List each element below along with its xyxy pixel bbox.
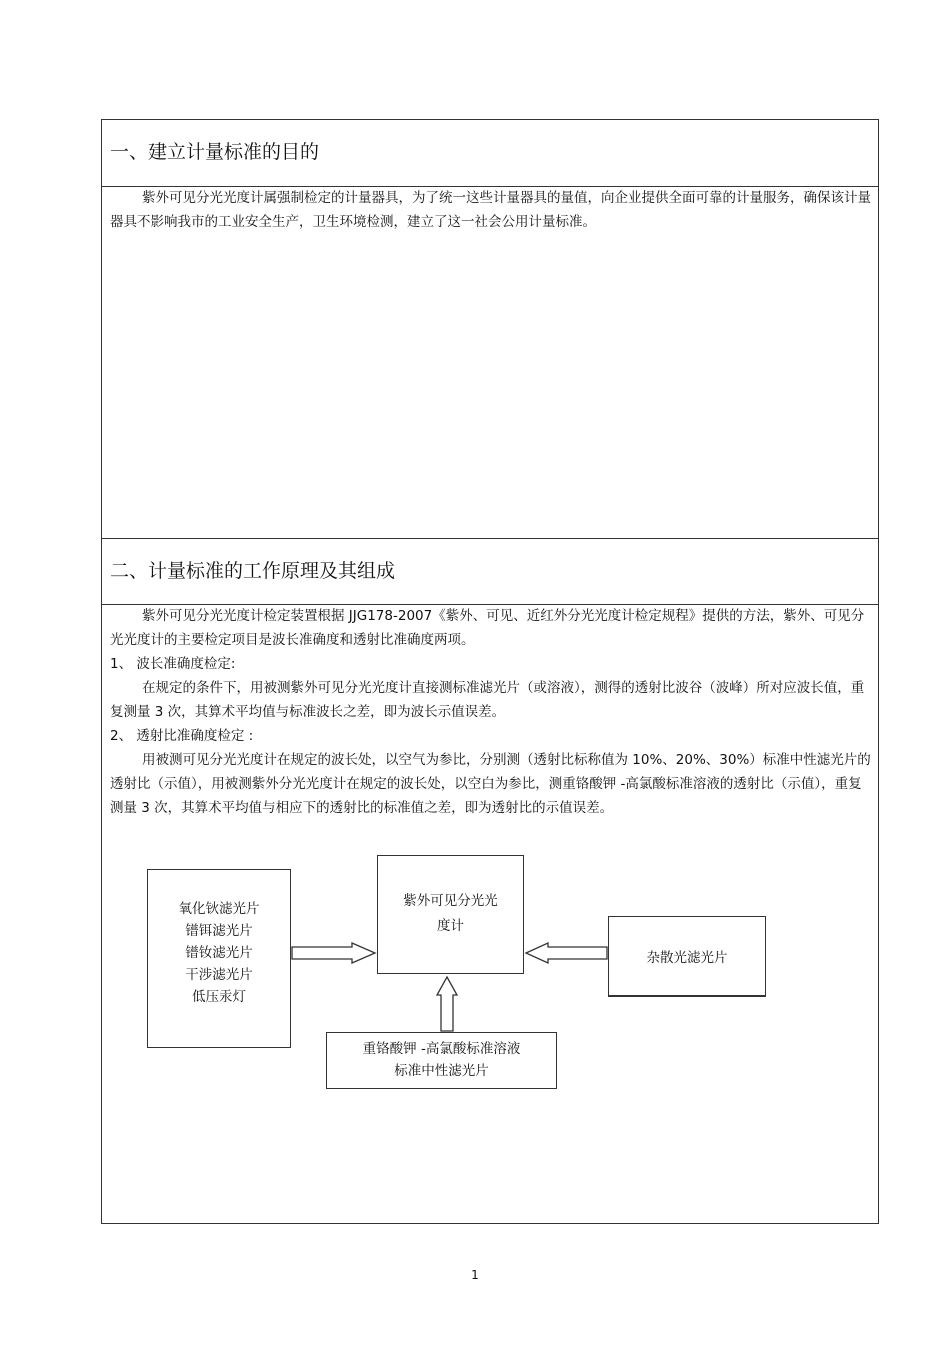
section1-heading: 一、建立计量标准的目的 [110, 141, 320, 163]
left-box-line: 镨铒滤光片 [185, 923, 253, 939]
left-box-line: 氧化钬滤光片 [178, 901, 260, 917]
center-box-line: 度计 [437, 918, 464, 934]
arrow-right [292, 943, 375, 963]
left-box-line: 镨钕滤光片 [185, 945, 253, 961]
section2-heading: 二、计量标准的工作原理及其组成 [110, 560, 396, 582]
left-box-line: 低压汞灯 [192, 989, 246, 1005]
arrow-up [437, 977, 457, 1031]
item1-title: 1、 波长准确度检定: [110, 656, 236, 672]
item2-paragraph: 用被测可见分光光度计在规定的波长处，以空气为参比，分别测（透射比标称值为 10%、20%、30%）标准中性滤光片的透射比（示值），用被测紫外分光光度计在规定的波长处，以空白为参比，测重铬酸钾 -高氯酸标准溶液的透射比（示值），重复测量 3 次，其算术平均值与相应下的透射比的标准值之差，即为透射比的示值误差。 [110, 752, 871, 816]
arrow-left [526, 943, 607, 963]
item1-paragraph: 在规定的条件下，用被测紫外可见分光光度计直接测标准滤光片（或溶液），测得的透射比波谷（波峰）所对应波长值，重复测量 3 次，其算术平均值与标准波长之差，即为波长示值误差。 [110, 680, 865, 720]
right-box-label: 杂散光滤光片 [646, 950, 728, 966]
section1-paragraph: 紫外可见分光光度计属强制检定的计量器具，为了统一这些计量器具的量值，向企业提供全面可靠的计量服务，确保该计量器具不影响我市的工业安全生产，卫生环境检测，建立了这一社会公用计量标准。 [110, 190, 871, 230]
page-number: 1 [471, 1268, 479, 1282]
intro-paragraph: 紫外可见分光光度计检定装置根据 JJG178-2007《紫外、可见、近红外分光光度计检定规程》提供的方法，紫外、可见分光光度计的主要检定项目是波长准确度和透射比准确度两项。 [110, 608, 865, 648]
bottom-box-line: 标准中性滤光片 [394, 1063, 489, 1079]
left-box-line: 干涉滤光片 [185, 967, 253, 983]
center-box-line: 紫外可见分光光 [403, 893, 498, 909]
item2-title: 2、 透射比准确度检定 : [110, 728, 254, 744]
bottom-box-line: 重铬酸钾 -高氯酸标准溶液 [362, 1041, 521, 1057]
